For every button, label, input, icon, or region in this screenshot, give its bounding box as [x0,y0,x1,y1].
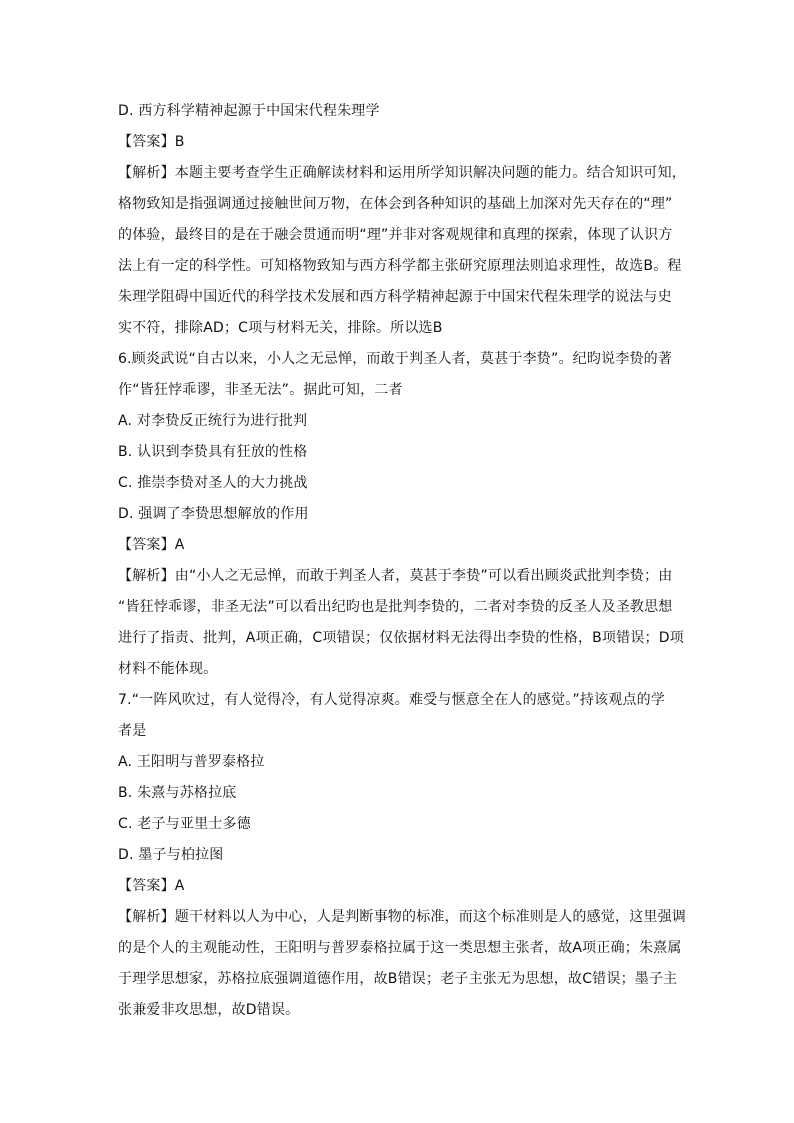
q7-analysis-line: 于理学思想家，苏格拉底强调道德作用，故B错误；老子主张无为思想，故C错误；墨子主 [118,971,678,987]
q5-analysis-line: 【解析】本题主要考查学生正确解读材料和运用所学知识解决问题的能力。结合知识可知， [118,165,686,181]
q5-answer: 【答案】B [118,134,185,150]
q6-analysis-line: 进行了指责、批判，A项正确，C项错误；仅依据材料无法得出李贽的性格，B项错误；D项 [118,630,684,646]
question-6-block [118,344,684,685]
q6-stem-line: 作“皆狂悖乖谬，非圣无法”。据此可知，二者 [118,382,403,398]
q7-option-a: A. 王阳明与普罗泰格拉 [118,754,265,770]
q7-option-d: D. 墨子与柏拉图 [118,847,224,863]
document-page [118,96,686,1026]
q7-analysis [118,902,686,1026]
question-5-block [118,96,686,344]
q5-analysis-line: 格物致知是指强调通过接触世间万物，在体会到各种知识的基础上加深对先天存在的“理” [118,196,673,212]
q6-analysis-line: 【解析】由“小人之无忌惮，而敢于判圣人者，莫甚于李贽”可以看出顾炎武批判李贽；由 [118,568,673,584]
q5-analysis [118,158,686,344]
q5-analysis-line: 朱理学阻碍中国近代的科学技术发展和西方科学精神起源于中国宋代程朱理学的说法与史 [118,289,672,305]
q7-option-b: B. 朱熹与苏格拉底 [118,785,237,801]
q5-analysis-line: 实不符，排除AD；C项与材料无关，排除。所以选B [118,320,443,336]
q7-option-c: C. 老子与亚里士多德 [118,816,251,832]
q6-options [118,406,678,530]
q6-stem-line: 6.顾炎武说“自古以来，小人之无忌惮，而敢于判圣人者，莫甚于李贽”。纪昀说李贽的著 [118,351,673,367]
q6-analysis-line: “皆狂悖乖谬，非圣无法”可以看出纪昀也是批判李贽的，二者对李贽的反圣人及圣教思想 [118,599,673,615]
q7-options [118,747,678,871]
q7-stem-line: 7.“一阵风吹过，有人觉得冷，有人觉得凉爽。难受与惬意全在人的感觉。”持该观点的学 [118,692,666,708]
q6-option-a: A. 对李贽反正统行为进行批判 [118,413,308,429]
q7-stem-line: 者是 [118,723,147,739]
q7-stem [118,685,678,747]
q6-option-b: B. 认识到李贽具有狂放的性格 [118,444,308,460]
q7-answer: 【答案】A [118,878,185,894]
q5-analysis-line: 的体验，最终目的是在于融会贯通而明“理”并非对客观规律和真理的探索，体现了认识方 [118,227,673,243]
q6-option-d: D. 强调了李贽思想解放的作用 [118,506,309,522]
q6-analysis [118,561,684,685]
q6-answer: 【答案】A [118,537,185,553]
q7-analysis-line: 的是个人的主观能动性，王阳明与普罗泰格拉属于这一类思想主张者，故A项正确；朱熹属 [118,940,682,956]
q6-stem [118,344,678,406]
q6-analysis-line: 材料不能体现。 [118,661,218,677]
q6-option-c: C. 推崇李贽对圣人的大力挑战 [118,475,308,491]
q5-analysis-line: 法上有一定的科学性。可知格物致知与西方科学都主张研究原理法则追求理性，故选B。程 [118,258,682,274]
q5-option-d: D. 西方科学精神起源于中国宋代程朱理学 [118,103,380,119]
question-7-block [118,685,686,1026]
q7-analysis-line: 张兼爱非攻思想，故D错误。 [118,1002,300,1018]
q7-analysis-line: 【解析】题干材料以人为中心，人是判断事物的标准，而这个标准则是人的感觉，这里强调 [118,909,686,925]
